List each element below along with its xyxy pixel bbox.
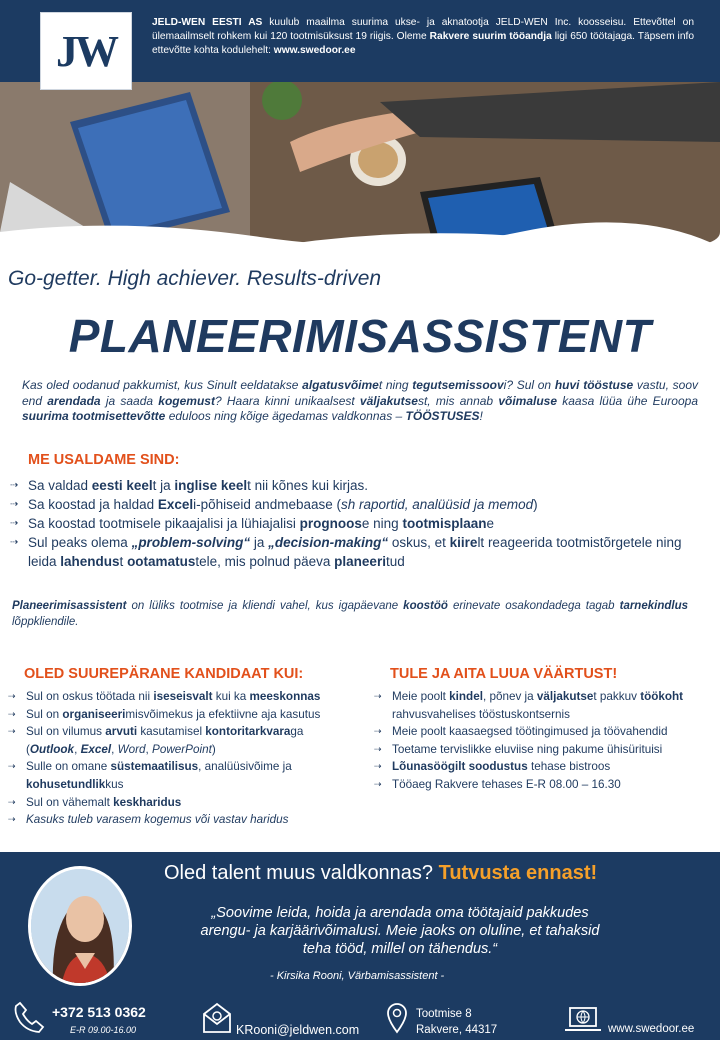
emphasized-text: tarnekindlus [619,600,688,612]
list-item [8,688,348,706]
emphasized-text: tootmisplaan [402,516,487,531]
text-run: Tööaeg Rakvere tehases E-R 08.00 – 16.30 [392,777,621,791]
recruiter-photo [28,866,132,986]
emphasized-text: keskharidus [113,795,182,809]
list-item [8,723,348,758]
text-run: kui ka [212,690,250,703]
text-run: Sul peaks olema [28,535,132,550]
laptop-globe-icon [564,1006,602,1034]
emphasized-text: „problem-solving“ [131,535,251,550]
phone-hours: E-R 09.00-16.00 [70,1025,137,1035]
text-run: ja [250,535,269,550]
text-run: ? Haara kinni unikaalsest [214,393,360,408]
location-pin-icon [386,1002,408,1034]
text-run: , [145,742,153,756]
emphasized-text: töökoht [640,690,684,703]
list-item [374,688,704,723]
emphasized-text: arendada [47,393,101,408]
value-heading: TULE JA AITA LUUA VÄÄRTUST! [390,666,618,682]
recruiter-signature: - Kirsika Rooni, Värbamisassistent - [270,970,445,982]
job-title: PLANEERIMISASSISTENT [68,310,652,362]
text-run: t [119,554,128,569]
emphasized-text: ootamatus [127,554,196,569]
text-run: i? Sul on [503,378,555,392]
text-run: ) [211,742,216,756]
tagline: Go-getter. High achiever. Results-driven [8,267,382,290]
text-run: , analüüsivõime ja [198,760,292,774]
emphasized-text: suurima tootmisettevõtte [22,409,166,423]
text-run: erinevate osakondadega tagab [447,600,620,612]
arrow-bullet-icon: ⇢ [8,814,16,825]
emphasized-text: meeskonnas [249,690,321,703]
emphasized-text: algatusvõime [302,378,379,392]
text-run: Toetame tervislikke eluviise ning pakume ühisürituisi [392,742,663,756]
emphasized-text: Planeerimisassistent [12,600,127,612]
list-item [8,758,348,793]
trust-heading: ME USALDAME SIND: [28,452,180,468]
address-street: Tootmise 8 [416,1008,472,1020]
list-item [10,495,700,514]
text-run: Sa koostad ja haldad [28,497,158,512]
candidate-list [8,688,348,829]
talent-cta[interactable]: Tutvusta ennast! [438,862,598,884]
text-run: Sa koostad tootmisele pikaajalisi ja lühiajalisi [28,516,300,531]
candidate-heading: OLED SUUREPÄRANE KANDIDAAT KUI: [24,666,304,682]
text-run: , põnev ja [482,690,537,703]
phone-icon [12,1000,46,1034]
text-run: oskus, et [388,535,450,550]
jeld-wen-logo [40,12,132,90]
arrow-bullet-icon: ⇢ [374,761,382,772]
text-run: t nii kõnes kui kirjas. [247,478,368,493]
text-run: Sul on vilumus [26,725,106,739]
arrow-bullet-icon: ⇢ [10,518,19,529]
text-run: lõppkliendile. [12,616,79,628]
emphasized-text: Lõunasöögilt soodustus [392,760,528,774]
text-run: kus [105,777,124,791]
emphasized-text: arvuti [105,725,138,739]
text-run: misvõimekus ja efektiivne aja kasutus [125,707,321,721]
text-run: Word [117,742,146,756]
text-run: Sulle on omane [26,760,111,774]
text-run: st, mis annab [417,393,499,408]
arrow-bullet-icon: ⇢ [374,726,382,737]
text-run: ja saada [100,393,159,408]
company-description [152,16,694,58]
emphasized-text: lahendus [60,554,120,569]
list-item [10,514,700,533]
text-run: Kasuks tuleb varasem kogemus või vastav haridus [26,813,289,827]
emphasized-text: planeeri [334,554,386,569]
emphasized-text: võimaluse [498,393,558,408]
arrow-bullet-icon: ⇢ [8,796,16,807]
arrow-bullet-icon: ⇢ [374,743,382,754]
emphasized-text: eesti keel [91,478,153,493]
text-run: ) [533,497,538,512]
text-run: kasutamisel [137,725,206,739]
text-run: i-põhiseid andmebaase ( [193,497,341,512]
logo-text: JW [56,26,116,76]
list-item [8,794,348,812]
intro-paragraph [22,378,698,425]
text-run: vastu, soov end [22,378,698,408]
company-name: JELD-WEN EESTI AS [152,17,263,28]
emphasized-text: tegutsemissoov [412,378,504,392]
company-text-2: ligi 650 töötajaga. Täpsem info ettevõtte kohta kodulehelt: [152,31,694,56]
list-item [8,811,348,829]
phone-number[interactable]: +372 513 0362 [52,1004,146,1020]
talent-question: Oled talent muus valdkonnas? [164,862,439,884]
text-run: PowerPoint [152,742,212,756]
text-run: Kas oled oodanud pakkumist, kus Sinult eeldatakse [22,378,303,392]
text-run: tele, mis polnud päeva [195,554,335,569]
text-run: tehase bistroos [527,760,611,774]
list-item [10,476,700,495]
company-site-link[interactable]: www.swedoor.ee [273,45,356,56]
text-run: t ja [152,478,175,493]
text-run: t ning [378,378,413,392]
emphasized-text: iseseisvalt [153,690,213,703]
text-run: Sul on vähemalt [26,795,114,809]
arrow-bullet-icon: ⇢ [374,691,382,701]
emphasized-text: kontoritarkvara [205,725,291,739]
emphasized-text: väljakutse [536,690,594,703]
text-run: ! [479,409,483,423]
text-run: Sa valdad [28,478,92,493]
emphasized-text: TÖÖSTUSES [405,409,480,423]
emphasized-text: süstemaatilisus [110,760,199,774]
company-text-1: kuulub maailma suurima ukse- ja aknatootja JELD-WEN Inc. koosseisu. Ettevõttel on ülemaailmselt rohkem kui 120 tootmisüksust 19 riigis. Oleme [152,17,694,42]
hero-photo [0,82,720,272]
emphasized-text: kindel [449,690,483,703]
emphasized-text: kohusetundlik [26,777,106,791]
emphasized-text: Excel [80,742,112,756]
emphasized-text: kiire [449,535,478,550]
text-run: on lüliks tootmise ja kliendi vahel, kus igapäevane [126,600,404,612]
text-run: lt reageerida tootmistõrgetele ning leida [28,535,682,569]
role-description [12,598,688,630]
arrow-bullet-icon: ⇢ [374,778,382,789]
emphasized-text: väljakutse [359,393,418,408]
emphasized-text: inglise keel [174,478,248,493]
text-run: Sul on [26,707,63,721]
emphasized-text: prognoos [299,516,362,531]
text-run: sh raportid, analüüsid ja memod [340,497,534,512]
recruiter-quote: „Soovime leida, hoida ja arendada oma töötajaid pakkudes arengu- ja karjäärivõimalusi. Meie jaoks on oluline, et tahaksid teha tööd, millel on tähendus.“ [200,905,600,957]
arrow-bullet-icon: ⇢ [10,537,19,548]
text-run: kaasa lüüa ühe Euroopa [557,393,698,408]
emphasized-text: „decision-making“ [268,535,389,550]
text-run: , [74,742,81,756]
envelope-icon [202,1000,232,1034]
list-item [374,741,704,759]
text-run: Meie poolt kaasaegsed töötingimused ja töövahendid [392,725,668,739]
list-item [10,533,700,571]
address-city: Rakvere, 44317 [416,1024,498,1036]
trust-list [10,476,700,571]
text-run: Sul on oskus töötada nii [26,690,154,703]
text-run: eduloos ning kõige ägedamas valdkonnas – [165,409,406,423]
arrow-bullet-icon: ⇢ [10,480,19,491]
emphasized-text: organiseeri [62,707,126,721]
contact-row [0,996,720,1040]
text-run: rahvusvahelises tööstuskontsernis [392,707,571,721]
text-run: Meie poolt [392,690,450,703]
arrow-bullet-icon: ⇢ [10,499,19,510]
emphasized-text: koostöö [403,600,448,612]
address [416,1006,497,1038]
text-run: ga ( [26,725,304,756]
list-item [374,723,704,741]
arrow-bullet-icon: ⇢ [8,761,16,772]
company-employer-claim: Rakvere suurim tööandja [429,31,552,42]
list-item [8,706,348,724]
emphasized-text: Outlook [29,742,75,756]
text-run: t pakkuv [593,690,641,703]
list-item [374,776,704,794]
email-link[interactable]: KRooni@jeldwen.com [236,1023,360,1037]
list-item [374,758,704,776]
arrow-bullet-icon: ⇢ [8,726,16,737]
value-list [374,688,704,794]
text-run: e ning [361,516,403,531]
emphasized-text: kogemust [158,393,215,408]
arrow-bullet-icon: ⇢ [8,691,16,701]
talent-line [164,862,597,885]
text-run: tud [385,554,405,569]
emphasized-text: huvi tööstuse [554,378,634,392]
text-run: , [111,742,118,756]
arrow-bullet-icon: ⇢ [8,708,16,719]
text-run: e [486,516,494,531]
website-link[interactable]: www.swedoor.ee [608,1023,695,1035]
emphasized-text: Excel [157,497,194,512]
